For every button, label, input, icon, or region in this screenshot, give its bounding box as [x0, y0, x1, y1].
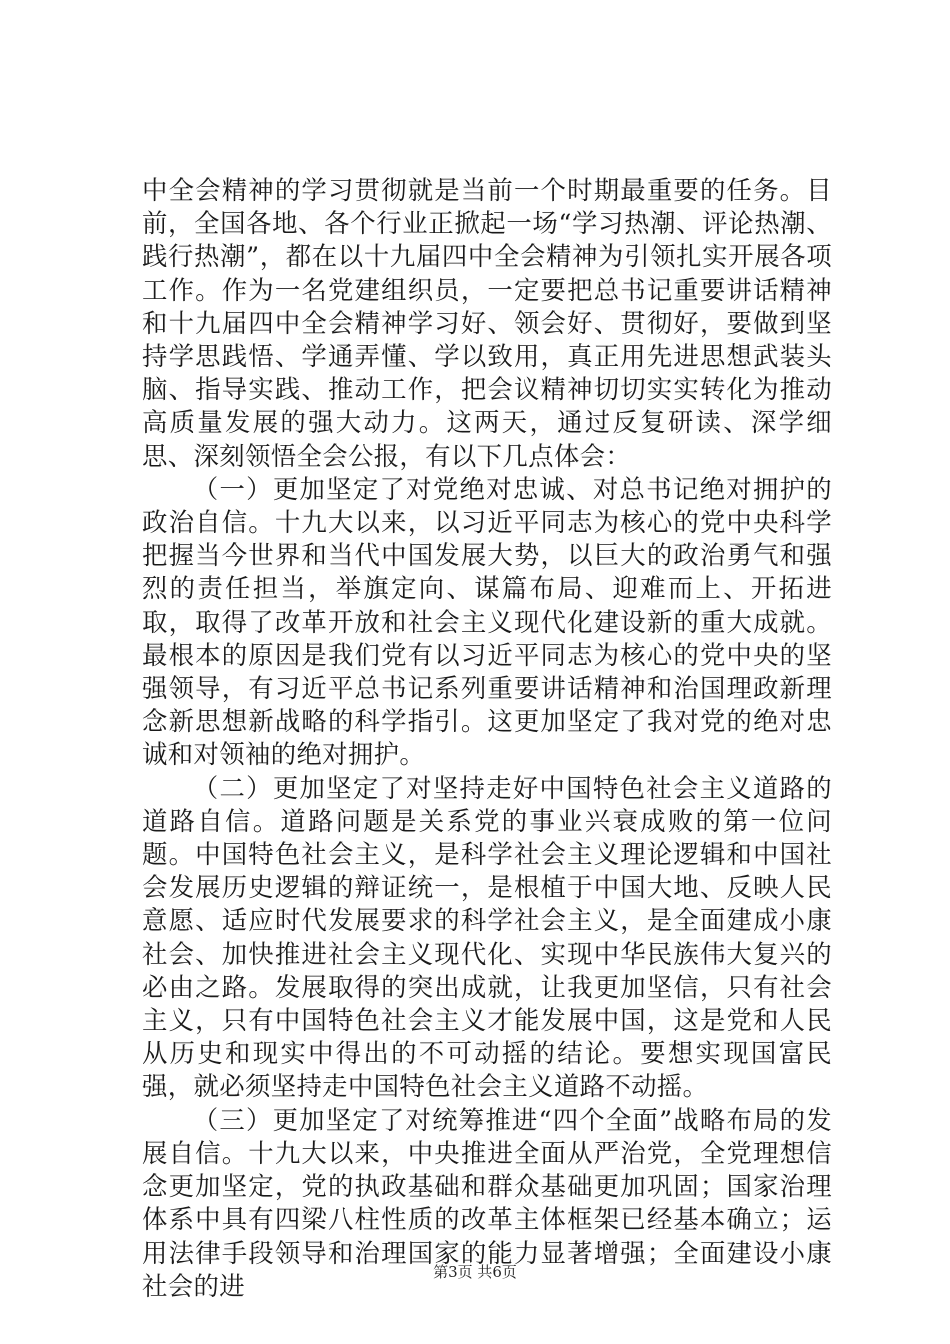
paragraph-political-confidence: （一）更加坚定了对党绝对忠诚、对总书记绝对拥护的政治自信。十九大以来，以习近平同志为核心的党中央科学把握当今世界和当代中国发展大势，以巨大的政治勇气和强烈的责任担当，举旗定向、谋篇布局、迎难而上、开拓进取，取得了改革开放和社会主义现代化建设新的重大成就。最根本的原因是我们党有以习近平同志为核心的党中央的坚强领导，有习近平总书记系列重要讲话精神和治国理政新理念新思想新战略的科学指引。这更加坚定了我对党的绝对忠诚和对领袖的绝对拥护。 — [142, 473, 832, 770]
paragraph-path-confidence: （二）更加坚定了对坚持走好中国特色社会主义道路的道路自信。道路问题是关系党的事业兴衰成败的第一位问题。中国特色社会主义，是科学社会主义理论逻辑和中国社会发展历史逻辑的辩证统一，是根植于中国大地、反映人民意愿、适应时代发展要求的科学社会主义，是全面建成小康社会、加快推进社会主义现代化、实现中华民族伟大复兴的必由之路。发展取得的突出成就，让我更加坚信，只有社会主义，只有中国特色社会主义才能发展中国，这是党和人民从历史和现实中得出的不可动摇的结论。要想实现国富民强，就必须坚持走中国特色社会主义道路不动摇。 — [142, 772, 832, 1102]
page-number-footer: 第3页 共6页 — [433, 1263, 517, 1281]
paragraph-development-confidence: （三）更加坚定了对统筹推进“四个全面”战略布局的发展自信。十九大以来，中央推进全面从严治党，全党理想信念更加坚定，党的执政基础和群众基础更加巩固；国家治理体系中具有四梁八柱性质的改革主体框架已经基本确立；运用法律手段领导和治理国家的能力显著增强；全面建设小康社会的进 — [142, 1104, 832, 1301]
document-body — [142, 174, 832, 1303]
paragraph-intro: 中全会精神的学习贯彻就是当前一个时期最重要的任务。目前，全国各地、各个行业正掀起一场“学习热潮、评论热潮、践行热潮”，都在以十九届四中全会精神为引领扎实开展各项工作。作为一名党建组织员，一定要把总书记重要讲话精神和十九届四中全会精神学习好、领会好、贯彻好，要做到坚持学思践悟、学通弄懂、学以致用，真正用先进思想武装头脑、指导实践、推动工作，把会议精神切切实实转化为推动高质量发展的强大动力。这两天，通过反复研读、深学细思、深刻领悟全会公报，有以下几点体会： — [142, 175, 832, 471]
